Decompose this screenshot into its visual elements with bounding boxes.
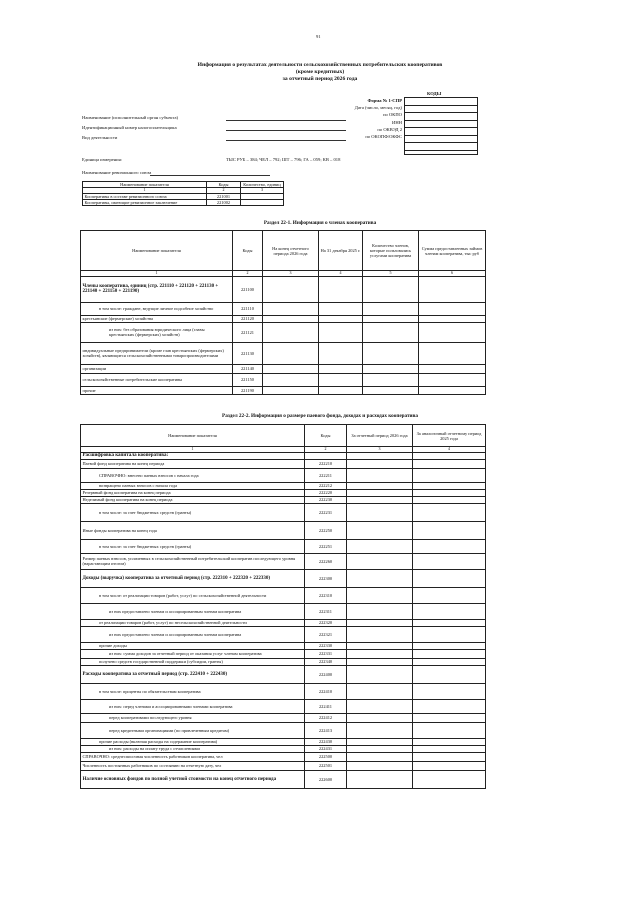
s2-cell[interactable] (347, 665, 413, 683)
s2-cell[interactable] (347, 459, 413, 468)
s2-row-name: Расходы кооператива за отчетный период (стр. 222410 + 222430) (81, 665, 305, 683)
s2-row-code: 222410 (305, 683, 347, 699)
s2-row-code: 222412 (305, 713, 347, 722)
s2-row-code: 222430 (305, 738, 347, 745)
s2-row-name: Численность постоянных работников по состоянию на отчетную дату, чел (81, 761, 305, 770)
s1-cell[interactable] (419, 276, 486, 302)
table-row (81, 386, 486, 394)
s1-cell[interactable] (419, 373, 486, 386)
s2-cell[interactable] (347, 503, 413, 521)
s2-row-name: Размер паевых взносов, уплаченных в сельскохозяйственный потребительский кооператив последующего уровня (нарастающим итогом) (81, 553, 305, 569)
s1-cell[interactable] (263, 315, 319, 322)
s2-row-name: в том числе: за счет бюджетных средств (гранты) (81, 503, 305, 521)
section1-table (80, 230, 486, 395)
table-row (81, 649, 486, 658)
table-row (81, 658, 486, 665)
s1-header-col4: На 31 декабря 2025 г. (319, 231, 363, 271)
union-row-name: Кооперативы в составе ревизионного союза (83, 193, 207, 199)
title-line-2: (кроме кредитных) (295, 69, 345, 75)
s1-header-col6: Сумма предоставленных займов членам кооператива, тыс руб (419, 231, 486, 271)
s1-cell[interactable] (363, 276, 419, 302)
s2-row-code: 222310 (305, 587, 347, 603)
s2-num: 1 (81, 447, 305, 453)
s1-cell[interactable] (263, 302, 319, 315)
s1-row-code: 221150 (233, 373, 263, 386)
s2-cell[interactable] (347, 745, 413, 752)
s2-row-code: 222321 (305, 626, 347, 642)
s2-row-name: Доходы (выручка) кооператива за отчетный период (стр. 222310 + 222320 + 222330) (81, 569, 305, 587)
inn-label: ИНН (392, 119, 402, 125)
s1-cell[interactable] (419, 386, 486, 394)
s2-num: 2 (305, 447, 347, 453)
s2-row-name: Иные фонды кооператива на конец года (81, 521, 305, 539)
s1-cell[interactable] (363, 322, 419, 342)
s2-cell[interactable] (347, 658, 413, 665)
section1-title: Раздел 22-1. Информация о членах кооператива (263, 220, 377, 226)
table-row (81, 539, 486, 553)
s2-cell[interactable] (347, 539, 413, 553)
s1-row-code: 221140 (233, 364, 263, 373)
s1-num: 3 (263, 271, 319, 277)
s2-row-code: 222413 (305, 722, 347, 738)
s2-cell[interactable] (413, 761, 486, 770)
s2-cell[interactable] (413, 658, 486, 665)
date-label: Дата (число, месяц, год) (354, 105, 402, 110)
s2-cell[interactable] (347, 649, 413, 658)
s2-row-name: Резервный фонд кооператива на конец периода (81, 489, 305, 496)
units-value: ТЫС РУБ – 384; ЧЕЛ – 792; ШТ – 796; ГА – 059; КВ – 018 (226, 157, 341, 162)
s2-cell[interactable] (347, 468, 413, 482)
s1-cell[interactable] (319, 315, 363, 322)
s2-num: 4 (413, 447, 486, 453)
s2-cell[interactable] (347, 569, 413, 587)
s1-cell[interactable] (419, 322, 486, 342)
form-label: Форма № 1-СПР (367, 98, 402, 103)
table-row (81, 482, 486, 489)
s2-row-code: 222250 (305, 521, 347, 539)
table-row (81, 569, 486, 587)
s1-row-code: 221130 (233, 342, 263, 364)
table-row (81, 322, 486, 342)
table-row (81, 452, 486, 459)
activity-line (226, 140, 346, 141)
s2-row-name: в том числе: проценты по обязательствам кооператива (81, 683, 305, 699)
s2-cell[interactable] (347, 722, 413, 738)
s1-cell[interactable] (263, 322, 319, 342)
table-row (81, 761, 486, 770)
table-row (81, 364, 486, 373)
s2-cell[interactable] (413, 713, 486, 722)
union-num: 1 (83, 188, 207, 194)
section2-table (80, 424, 486, 789)
s2-row-code (305, 452, 347, 459)
s2-cell[interactable] (413, 587, 486, 603)
s2-cell[interactable] (413, 539, 486, 553)
union-header-code: Коды (207, 182, 241, 188)
s2-cell[interactable] (413, 553, 486, 569)
s1-num: 6 (419, 271, 486, 277)
s2-cell[interactable] (347, 752, 413, 761)
table-row (81, 468, 486, 482)
table-row (81, 738, 486, 745)
s2-row-name: из них: перед членами и ассоциированными членами кооператива (81, 699, 305, 713)
okpo-label: по ОКПО (383, 112, 402, 118)
s2-cell[interactable] (347, 452, 413, 459)
s2-row-code: 222431 (305, 745, 347, 752)
s1-cell[interactable] (419, 364, 486, 373)
s1-cell[interactable] (363, 373, 419, 386)
title-line-3: за отчетный период 2026 года (282, 76, 358, 82)
s2-row-code: 222231 (305, 503, 347, 521)
table-row (81, 459, 486, 468)
s1-header-name: Наименование показателя (81, 231, 233, 271)
s1-cell[interactable] (263, 342, 319, 364)
org-name-label: Наименование (исполнительный орган субъекта) (82, 115, 179, 120)
s1-cell[interactable] (319, 276, 363, 302)
s2-cell[interactable] (347, 738, 413, 745)
s2-cell[interactable] (413, 569, 486, 587)
union-row-code: 221002 (207, 199, 241, 205)
s2-cell[interactable] (347, 699, 413, 713)
s1-cell[interactable] (363, 364, 419, 373)
s2-row-name: из них предоставлено членам и ассоциированным членам кооператива (81, 603, 305, 619)
s1-num: 1 (81, 271, 233, 277)
s2-row-code: 222411 (305, 699, 347, 713)
s2-cell[interactable] (347, 770, 413, 788)
table-row (81, 699, 486, 713)
s2-row-code: 222251 (305, 539, 347, 553)
s2-cell[interactable] (413, 468, 486, 482)
s2-row-name: Паевой фонд кооператива на конец периода (81, 459, 305, 468)
s1-cell[interactable] (419, 342, 486, 364)
table-row (81, 315, 486, 322)
s2-row-name: прочие расходы (включая расходы на содержание кооператива) (81, 738, 305, 745)
s2-cell[interactable] (413, 459, 486, 468)
table-row (81, 276, 486, 302)
s2-row-name: СПРАВОЧНО: среднесписочная численность работников кооператива, чел (81, 752, 305, 761)
table-row (81, 373, 486, 386)
s1-row-name: прочие (81, 386, 233, 394)
s2-row-code: 222311 (305, 603, 347, 619)
s1-cell[interactable] (319, 364, 363, 373)
title-line-1: Информация о результатах деятельности сельскохозяйственных потребительских кооперативов (197, 62, 443, 68)
s2-row-code: 222500 (305, 752, 347, 761)
s1-row-name: из них: без образования юридического лица (главы крестьянских (фермерских) хозяйств) (81, 322, 233, 342)
s2-header-code: Коды (305, 425, 347, 447)
okved-label: по ОКВЭД 2 (377, 126, 402, 132)
s2-cell[interactable] (413, 482, 486, 489)
s1-row-code: 221190 (233, 386, 263, 394)
s1-row-name: сельскохозяйственные потребительские кооперативы (81, 373, 233, 386)
s2-cell[interactable] (413, 665, 486, 683)
s2-row-code: 222210 (305, 459, 347, 468)
s2-cell[interactable] (413, 745, 486, 752)
s2-cell[interactable] (347, 683, 413, 699)
activity-label: Вид деятельности (82, 135, 118, 140)
s1-cell[interactable] (319, 386, 363, 394)
s1-cell[interactable] (263, 373, 319, 386)
s1-cell[interactable] (263, 276, 319, 302)
s1-header-col5: Количество членов, которые пользовались услугами кооператива (363, 231, 419, 271)
union-row-name: Кооперативы, имеющие ревизионное заключение (83, 199, 207, 205)
s2-cell[interactable] (347, 482, 413, 489)
s2-header-name: Наименование показателя (81, 425, 305, 447)
s2-row-name: из них: сумма доходов за отчетный период от оказания услуг членам кооператива (81, 649, 305, 658)
s1-cell[interactable] (319, 302, 363, 315)
s2-cell[interactable] (413, 521, 486, 539)
table-row (81, 713, 486, 722)
s1-header-col3: На конец отчетного периода 2026 года (263, 231, 319, 271)
union-header-name: Наименование показателя (83, 182, 207, 188)
table-row (81, 619, 486, 626)
codes-label: КОДЫ (427, 91, 442, 96)
table-row (81, 587, 486, 603)
s1-cell[interactable] (419, 302, 486, 315)
s2-cell[interactable] (413, 752, 486, 761)
s2-cell[interactable] (413, 603, 486, 619)
inn-id-label: Идентификационный номер налогоплательщика (82, 125, 177, 130)
table-row (81, 553, 486, 569)
s2-row-code: 222320 (305, 619, 347, 626)
s1-cell[interactable] (363, 386, 419, 394)
s2-header-col4: За аналогичный отчетному период 2025 года (413, 425, 486, 447)
s2-row-name: прочие доходы (81, 642, 305, 649)
s2-cell[interactable] (413, 626, 486, 642)
s1-cell[interactable] (419, 315, 486, 322)
s1-cell[interactable] (319, 342, 363, 364)
section2-title: Раздел 22-2. Информация о размере паевого фонда, доходах и расходах кооператива (222, 413, 418, 419)
s2-row-name: из них предоставлено членам и ассоциированным членам кооператива (81, 626, 305, 642)
table-row (81, 722, 486, 738)
s1-cell[interactable] (363, 302, 419, 315)
s2-cell[interactable] (347, 587, 413, 603)
s1-row-code: 221100 (233, 276, 263, 302)
s2-cell[interactable] (347, 521, 413, 539)
table-row (81, 503, 486, 521)
s2-header-col3: За отчетный период 2026 года (347, 425, 413, 447)
s2-row-name: в том числе: за счет бюджетных средств (гранты) (81, 539, 305, 553)
org-name-line (226, 120, 346, 121)
s2-row-code: 222501 (305, 761, 347, 770)
s2-cell[interactable] (347, 713, 413, 722)
s2-cell[interactable] (347, 642, 413, 649)
s1-row-name: Члены кооператива, единиц (стр. 221110 + 221120 + 221130 + 221140 + 221150 + 221190) (81, 276, 233, 302)
s2-cell[interactable] (347, 496, 413, 503)
revision-union-line (150, 175, 270, 176)
s2-cell[interactable] (347, 553, 413, 569)
s1-row-name: индивидуальные предприниматели (кроме глав крестьянских (фермерских) хозяйств), являющиеся сельскохозяйственными товаропроизводителями (81, 342, 233, 364)
codes-box (404, 97, 478, 155)
s2-cell[interactable] (347, 489, 413, 496)
okopf-label: по ОКОПФ/ОКФС (365, 134, 402, 140)
codes-right-labels (300, 105, 402, 141)
s2-cell[interactable] (413, 699, 486, 713)
document-title (60, 62, 580, 83)
s2-row-code: 222211 (305, 468, 347, 482)
table-row (81, 665, 486, 683)
table-row (81, 302, 486, 315)
table-row (81, 342, 486, 364)
table-row (81, 603, 486, 619)
s1-cell[interactable] (263, 364, 319, 373)
table-row (81, 496, 486, 503)
table-row (81, 770, 486, 788)
s2-cell[interactable] (347, 761, 413, 770)
union-header-qty: Количество, единиц (241, 182, 284, 188)
s1-num: 5 (363, 271, 419, 277)
s2-row-code: 222330 (305, 642, 347, 649)
union-row-code: 221001 (207, 193, 241, 199)
revision-union-label: Наименование ревизионного союза (82, 170, 152, 175)
inn-id-line (226, 130, 346, 131)
s2-row-code: 222600 (305, 770, 347, 788)
union-num: 2 (207, 188, 241, 194)
table-row (81, 752, 486, 761)
table-row (81, 521, 486, 539)
table-row (81, 683, 486, 699)
s1-row-code: 221121 (233, 322, 263, 342)
s1-header-code: Коды (233, 231, 263, 271)
table-row (81, 626, 486, 642)
union-num: 3 (241, 188, 284, 194)
s2-cell[interactable] (347, 603, 413, 619)
s2-cell[interactable] (413, 503, 486, 521)
table-row (81, 745, 486, 752)
s2-row-name: из них: расходы на оплату труда с отчислениями (81, 745, 305, 752)
s2-cell[interactable] (413, 649, 486, 658)
s2-row-name: СПРАВОЧНО: внесено паевых взносов с начала года (81, 468, 305, 482)
s2-row-name: от реализации товаров (работ, услуг) по несельскохозяйственной деятельности (81, 619, 305, 626)
s2-cell[interactable] (347, 619, 413, 626)
s1-cell[interactable] (363, 315, 419, 322)
table-row (81, 642, 486, 649)
s1-cell[interactable] (319, 322, 363, 342)
s2-row-name: в том числе: от реализации товаров (работ, услуг) по сельскохозяйственной деятельности (81, 587, 305, 603)
s2-row-name: Расшифровка капитала кооператива: (81, 452, 305, 459)
s2-row-name: Неделимый фонд кооператива на конец периода (81, 496, 305, 503)
s2-num: 3 (347, 447, 413, 453)
s2-row-code: 222260 (305, 553, 347, 569)
s2-cell[interactable] (413, 770, 486, 788)
s2-row-name: перед кредитными организациями (по привлеченным кредитам) (81, 722, 305, 738)
s2-row-name: Наличие основных фондов по полной учетной стоимости на конец отчетного периода (81, 770, 305, 788)
s2-row-name: перед кооперативами последующего уровня (81, 713, 305, 722)
s2-row-code: 222400 (305, 665, 347, 683)
s1-num: 2 (233, 271, 263, 277)
s2-row-name: возвращено паевых взносов с начала года (81, 482, 305, 489)
s2-cell[interactable] (413, 642, 486, 649)
s1-cell[interactable] (363, 342, 419, 364)
s2-cell[interactable] (413, 496, 486, 503)
s1-row-code: 221120 (233, 315, 263, 322)
s2-row-code: 222300 (305, 569, 347, 587)
s1-row-name: крестьянские (фермерские) хозяйства (81, 315, 233, 322)
s1-row-name: организации (81, 364, 233, 373)
table-row (81, 489, 486, 496)
s2-cell[interactable] (413, 489, 486, 496)
s2-row-code: 222340 (305, 658, 347, 665)
s2-cell[interactable] (413, 738, 486, 745)
s1-cell[interactable] (263, 386, 319, 394)
s1-num: 4 (319, 271, 363, 277)
units-label: Единица измерения: (82, 157, 122, 162)
union-table (82, 181, 284, 206)
s2-cell[interactable] (347, 626, 413, 642)
s2-cell[interactable] (413, 452, 486, 459)
s2-cell[interactable] (413, 619, 486, 626)
s2-row-name: получено средств государственной поддержки (субсидии, гранты) (81, 658, 305, 665)
s1-row-name: в том числе: граждане, ведущие личное подсобное хозяйство (81, 302, 233, 315)
s2-cell[interactable] (413, 683, 486, 699)
s2-row-code: 222331 (305, 649, 347, 658)
s2-row-code: 222220 (305, 489, 347, 496)
union-row-value[interactable] (241, 199, 284, 205)
s2-cell[interactable] (413, 722, 486, 738)
s2-row-code: 222212 (305, 482, 347, 489)
page-number: 91 (316, 34, 321, 39)
s1-row-code: 221110 (233, 302, 263, 315)
s2-row-code: 222230 (305, 496, 347, 503)
s1-cell[interactable] (319, 373, 363, 386)
